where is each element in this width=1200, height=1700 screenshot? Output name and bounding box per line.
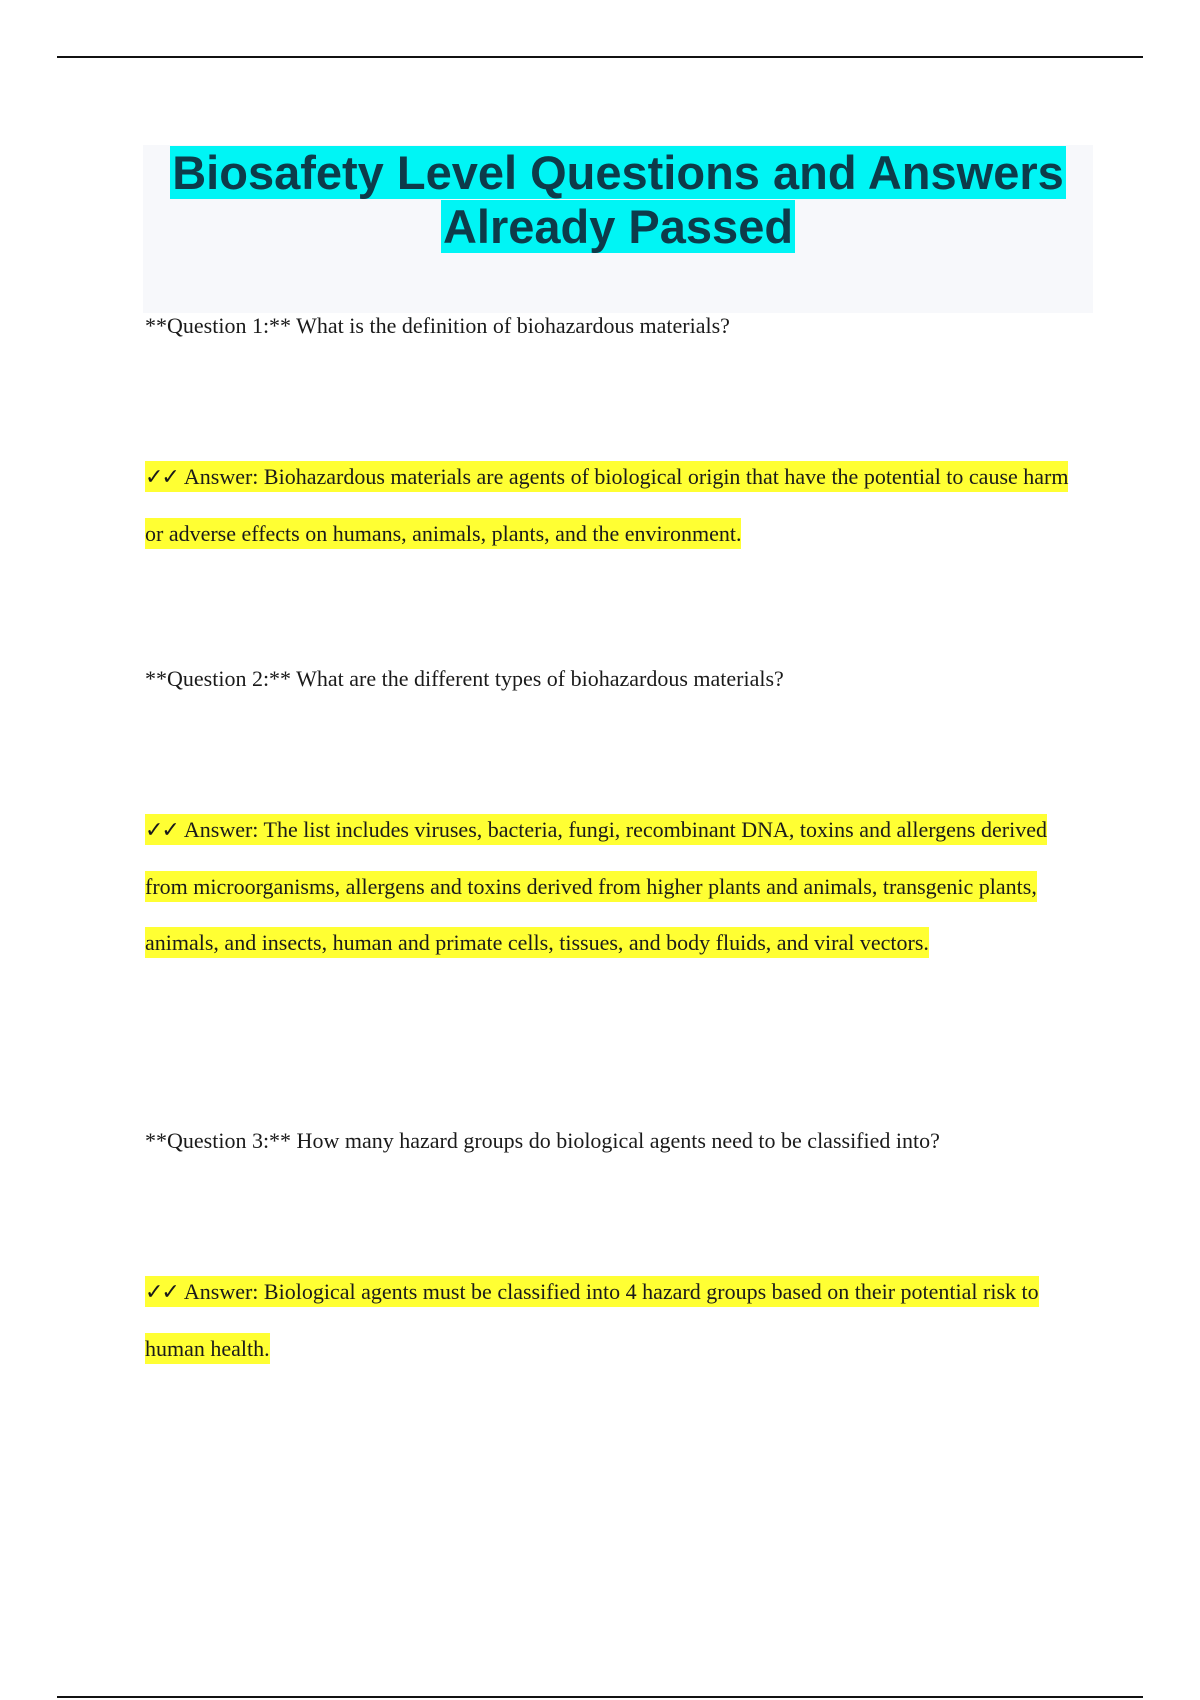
- title-line-1: Biosafety Level Questions and Answers: [172, 146, 1064, 199]
- qa-item-3: [145, 1127, 1085, 1377]
- answer-highlight: [145, 1276, 1039, 1364]
- bottom-rule: [57, 1696, 1143, 1698]
- question-text: **Question 3:** How many hazard groups do biological agents need to be classified into?: [145, 1128, 940, 1153]
- qa-item-2: [145, 665, 1085, 971]
- top-rule: [57, 56, 1143, 58]
- answer-text: Answer: Biohazardous materials are agents of biological origin that have the potential to cause harm or adverse effects on humans, animals, plants, and the environment.: [145, 464, 1069, 546]
- question-text: **Question 2:** What are the different types of biohazardous materials?: [145, 666, 784, 691]
- title-line-2: Already Passed: [442, 200, 794, 253]
- answer-paragraph: [145, 802, 1085, 971]
- answer-paragraph: [145, 449, 1085, 562]
- qa-item-1: [145, 312, 1085, 562]
- answer-paragraph: [145, 1264, 1085, 1377]
- double-checkmark-icon: ✓✓: [145, 465, 178, 490]
- question-text: **Question 1:** What is the definition of biohazardous materials?: [145, 313, 730, 338]
- answer-text: Answer: The list includes viruses, bacteria, fungi, recombinant DNA, toxins and allergens derived from microorganisms, allergens and toxins derived from higher plants and animals, transgenic plants, animals, and insects, human and primate cells, tissues, and body fluids, and viral vectors.: [145, 817, 1047, 955]
- answer-text: Answer: Biological agents must be classified into 4 hazard groups based on their potential risk to human health.: [145, 1279, 1039, 1361]
- document-title: [143, 146, 1093, 254]
- answer-highlight: [145, 814, 1047, 958]
- answer-highlight: [145, 461, 1068, 549]
- double-checkmark-icon: ✓✓: [145, 1280, 178, 1305]
- double-checkmark-icon: ✓✓: [145, 818, 178, 843]
